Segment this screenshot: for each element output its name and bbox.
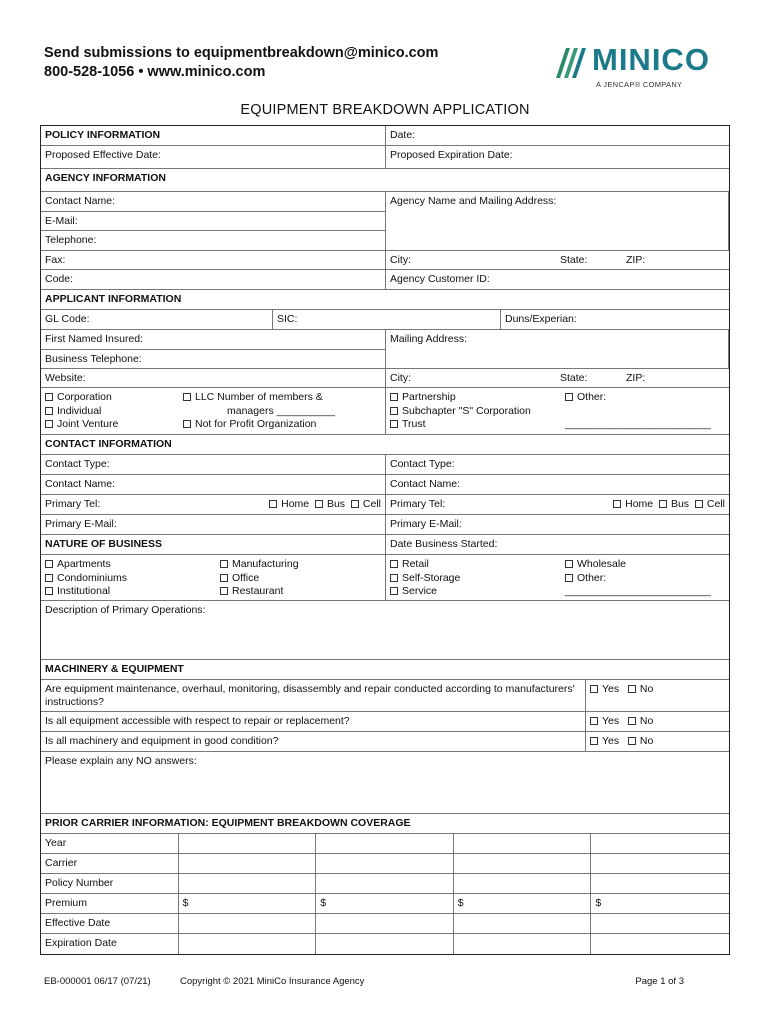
cell-checkbox-1[interactable]: Cell xyxy=(351,498,381,511)
policy-heading: POLICY INFORMATION xyxy=(41,126,386,145)
website-field[interactable]: Website: xyxy=(45,372,86,384)
contact-type-row xyxy=(41,455,729,475)
applicant-city-field[interactable]: City: xyxy=(390,372,411,384)
logo-subtitle: A JENCAP® COMPANY xyxy=(596,80,683,89)
llc-managers-field[interactable]: managers __________ xyxy=(227,404,336,417)
trust-checkbox[interactable]: Trust xyxy=(390,418,565,432)
subchapter-s-checkbox[interactable]: Subchapter "S" Corporation xyxy=(390,405,565,419)
agency-city-state-zip xyxy=(386,250,729,269)
premium-cell[interactable]: $ xyxy=(179,894,317,913)
minico-logo xyxy=(552,40,732,96)
joint-venture-checkbox[interactable]: Joint Venture xyxy=(45,418,183,432)
nature-options-row xyxy=(41,555,729,601)
form-code: EB-000001 06/17 (07/21) xyxy=(44,976,151,987)
applicant-name-block xyxy=(41,330,729,388)
q3-yes-checkbox[interactable]: Yes xyxy=(590,735,619,747)
wholesale-checkbox[interactable]: Wholesale xyxy=(565,558,725,572)
date-field[interactable]: Date: xyxy=(390,129,416,141)
prior-cell[interactable] xyxy=(591,934,729,954)
prior-label-policy-number: Policy Number xyxy=(41,874,179,893)
q3-no-checkbox[interactable]: No xyxy=(628,735,653,747)
explain-row xyxy=(41,752,729,814)
cell-checkbox-2[interactable]: Cell xyxy=(695,498,725,511)
institutional-checkbox[interactable]: Institutional xyxy=(45,585,220,599)
restaurant-checkbox[interactable]: Restaurant xyxy=(220,585,381,599)
prior-row-policy-number xyxy=(41,874,729,894)
nature-other-line[interactable]: _________________________ xyxy=(565,585,711,597)
copyright-text: Copyright © 2021 MiniCo Insurance Agency xyxy=(180,976,365,987)
prior-label-expiration-date: Expiration Date xyxy=(41,934,179,954)
gl-code-field[interactable]: GL Code: xyxy=(41,310,273,329)
q1-yes-checkbox[interactable]: Yes xyxy=(590,683,619,695)
primary-email-field-1[interactable]: Primary E-Mail: xyxy=(41,515,386,534)
policy-dates-row xyxy=(41,146,729,169)
machinery-question-2: Is all equipment accessible with respect to repair or replacement? xyxy=(41,712,586,731)
logo-wordmark: MINICO xyxy=(592,42,710,77)
page-number: Page 1 of 3 xyxy=(635,976,684,987)
machinery-q3-row xyxy=(41,732,729,752)
contact-name-field-2[interactable]: Contact Name: xyxy=(390,478,461,490)
machinery-q1-row xyxy=(41,680,729,712)
contact-email-row xyxy=(41,515,729,535)
applicant-mailing-address-field[interactable]: Mailing Address: xyxy=(386,330,729,368)
applicant-heading: APPLICANT INFORMATION xyxy=(41,290,729,309)
prior-cell[interactable] xyxy=(179,874,317,893)
business-telephone-field[interactable]: Business Telephone: xyxy=(41,350,385,369)
prior-cell[interactable] xyxy=(316,874,454,893)
agency-name-address-field[interactable]: Agency Name and Mailing Address: xyxy=(386,192,729,250)
contact-name-row xyxy=(41,475,729,495)
machinery-heading: MACHINERY & EQUIPMENT xyxy=(41,660,729,679)
agency-contact-name-field[interactable]: Contact Name: xyxy=(41,192,385,212)
prior-label-effective-date: Effective Date xyxy=(41,914,179,933)
nature-other-checkbox[interactable]: Other: xyxy=(565,572,725,586)
agency-fax-field[interactable]: Fax: xyxy=(45,254,66,266)
applicant-heading-row xyxy=(41,290,729,310)
explain-no-answers-field[interactable]: Please explain any NO answers: xyxy=(45,755,197,767)
bus-checkbox-2[interactable]: Bus xyxy=(659,498,689,511)
contact-name-field-1[interactable]: Contact Name: xyxy=(41,475,386,494)
contact-heading: CONTACT INFORMATION xyxy=(41,435,729,454)
phone-website-line: 800-528-1056 • www.minico.com xyxy=(44,64,266,80)
primary-tel-field-1[interactable]: Primary Tel: xyxy=(45,498,101,510)
applicant-state-field[interactable]: State: xyxy=(560,372,588,384)
contact-heading-row xyxy=(41,435,729,455)
prior-cell[interactable] xyxy=(179,854,317,873)
corporation-checkbox[interactable]: Corporation xyxy=(45,391,183,405)
agency-customer-id-field[interactable]: Agency Customer ID: xyxy=(390,273,490,285)
self-storage-checkbox[interactable]: Self-Storage xyxy=(390,572,565,586)
agency-zip-field[interactable]: ZIP: xyxy=(626,254,646,266)
premium-cell[interactable]: $ xyxy=(595,897,602,909)
prior-cell[interactable] xyxy=(454,914,592,933)
home-checkbox-2[interactable]: Home xyxy=(613,498,653,511)
machinery-question-1: Are equipment maintenance, overhaul, monitoring, disassembly and repair conducted according to manufacturers' instructions? xyxy=(41,680,586,711)
form-title: EQUIPMENT BREAKDOWN APPLICATION xyxy=(240,102,530,118)
date-business-started-field[interactable]: Date Business Started: xyxy=(390,538,498,550)
prior-label-carrier: Carrier xyxy=(41,854,179,873)
machinery-q3-answers xyxy=(586,732,729,751)
bus-checkbox-1[interactable]: Bus xyxy=(315,498,345,511)
contact-type-field-2[interactable]: Contact Type: xyxy=(390,458,455,470)
nature-heading: NATURE OF BUSINESS xyxy=(41,535,386,554)
applicant-codes-row xyxy=(41,310,729,330)
prior-cell[interactable] xyxy=(591,914,729,933)
prior-cell[interactable] xyxy=(591,874,729,893)
premium-cell[interactable]: $ xyxy=(316,894,454,913)
prior-cell[interactable] xyxy=(179,934,317,954)
office-checkbox[interactable]: Office xyxy=(220,572,381,586)
prior-cell[interactable] xyxy=(454,834,592,853)
apartments-checkbox[interactable]: Apartments xyxy=(45,558,220,572)
primary-tel-1 xyxy=(41,495,386,514)
effective-date-field[interactable]: Proposed Effective Date: xyxy=(41,146,386,168)
nature-heading-row xyxy=(41,535,729,555)
agency-heading: AGENCY INFORMATION xyxy=(41,169,729,191)
prior-row-expiration-date xyxy=(41,934,729,954)
prior-label-year: Year xyxy=(41,834,179,853)
prior-label-premium: Premium xyxy=(41,894,179,913)
application-form xyxy=(40,125,730,955)
prior-cell[interactable] xyxy=(591,854,729,873)
prior-cell[interactable] xyxy=(454,874,592,893)
home-checkbox-1[interactable]: Home xyxy=(269,498,309,511)
applicant-city-state-zip xyxy=(386,368,729,387)
prior-row-carrier xyxy=(41,854,729,874)
premium-cell[interactable]: $ xyxy=(454,894,592,913)
q2-yes-checkbox[interactable]: Yes xyxy=(590,715,619,727)
entity-other-line[interactable]: _________________________ xyxy=(565,418,711,430)
prior-row-premium xyxy=(41,894,729,914)
minico-mark-icon xyxy=(552,44,592,84)
primary-tel-field-2[interactable]: Primary Tel: xyxy=(390,498,446,510)
duns-field[interactable]: Duns/Experian: xyxy=(505,313,577,325)
prior-cell[interactable] xyxy=(316,914,454,933)
expiration-date-field[interactable]: Proposed Expiration Date: xyxy=(390,149,513,161)
submission-email-line: Send submissions to equipmentbreakdown@minico.com xyxy=(44,45,439,61)
agency-email-field[interactable]: E-Mail: xyxy=(41,212,385,231)
description-row xyxy=(41,601,729,660)
prior-heading-row xyxy=(41,814,729,834)
description-field[interactable]: Description of Primary Operations: xyxy=(45,604,206,616)
policy-heading-row xyxy=(41,126,729,146)
prior-cell[interactable] xyxy=(591,834,729,853)
entity-other-checkbox[interactable]: Other: xyxy=(565,391,725,405)
prior-row-year xyxy=(41,834,729,854)
agency-contact-block xyxy=(41,192,729,270)
first-named-insured-field[interactable]: First Named Insured: xyxy=(41,330,385,350)
prior-cell[interactable] xyxy=(454,854,592,873)
prior-cell[interactable] xyxy=(316,934,454,954)
prior-cell[interactable] xyxy=(316,854,454,873)
contact-type-field-1[interactable]: Contact Type: xyxy=(41,455,386,474)
applicant-zip-field[interactable]: ZIP: xyxy=(626,372,646,384)
sic-field[interactable]: SIC: xyxy=(273,310,501,329)
prior-carrier-heading: PRIOR CARRIER INFORMATION: EQUIPMENT BREAKDOWN COVERAGE xyxy=(41,814,729,833)
page-footer xyxy=(44,976,734,987)
manufacturing-checkbox[interactable]: Manufacturing xyxy=(220,558,381,572)
partnership-checkbox[interactable]: Partnership xyxy=(390,391,565,405)
condominiums-checkbox[interactable]: Condominiums xyxy=(45,572,220,586)
machinery-q2-answers xyxy=(586,712,729,731)
prior-cell[interactable] xyxy=(179,834,317,853)
machinery-heading-row xyxy=(41,660,729,680)
machinery-q2-row xyxy=(41,712,729,732)
submission-header xyxy=(44,44,438,82)
entity-type-row xyxy=(41,388,729,435)
agency-code-field[interactable]: Code: xyxy=(41,270,386,289)
q2-no-checkbox[interactable]: No xyxy=(628,715,653,727)
individual-checkbox[interactable]: Individual xyxy=(45,405,183,419)
service-checkbox[interactable]: Service xyxy=(390,585,565,599)
prior-cell[interactable] xyxy=(454,934,592,954)
agency-heading-row xyxy=(41,169,729,192)
agency-city-field[interactable]: City: xyxy=(390,254,411,266)
retail-checkbox[interactable]: Retail xyxy=(390,558,565,572)
prior-cell[interactable] xyxy=(316,834,454,853)
agency-state-field[interactable]: State: xyxy=(560,254,588,266)
q1-no-checkbox[interactable]: No xyxy=(628,683,653,695)
contact-tel-row xyxy=(41,495,729,515)
agency-code-row xyxy=(41,270,729,290)
prior-row-effective-date xyxy=(41,914,729,934)
agency-telephone-field[interactable]: Telephone: xyxy=(41,231,385,251)
primary-tel-2 xyxy=(386,495,729,514)
machinery-question-3: Is all machinery and equipment in good condition? xyxy=(41,732,586,751)
prior-cell[interactable] xyxy=(179,914,317,933)
machinery-q1-answers xyxy=(586,680,729,711)
not-for-profit-checkbox[interactable]: Not for Profit Organization xyxy=(183,418,381,432)
primary-email-field-2[interactable]: Primary E-Mail: xyxy=(390,518,462,530)
llc-checkbox[interactable]: LLC Number of members & xyxy=(183,391,381,405)
